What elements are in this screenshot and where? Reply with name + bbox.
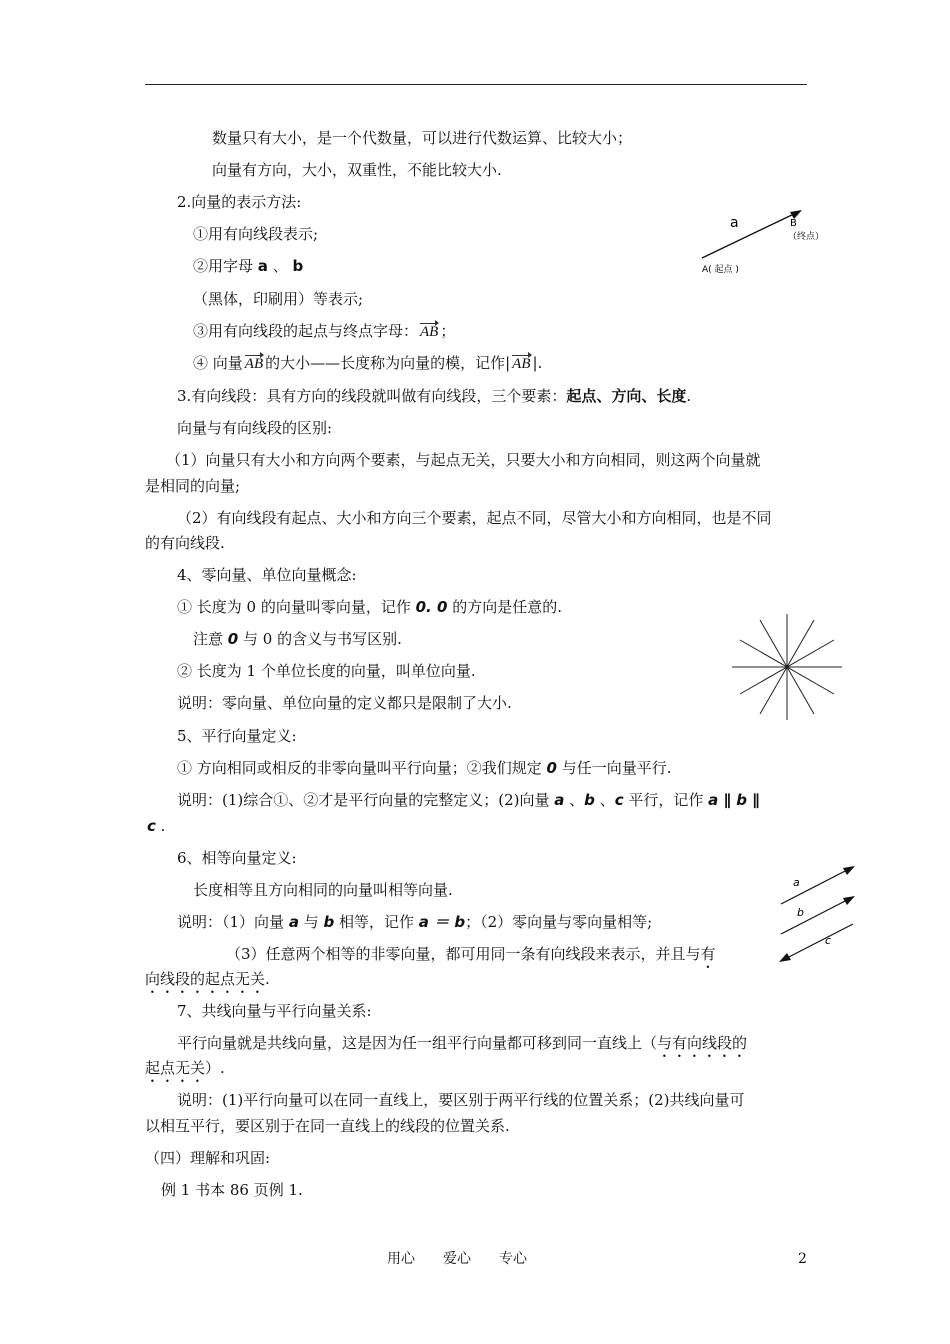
text-span: . xyxy=(265,970,270,988)
section-heading xyxy=(177,386,691,406)
text-line xyxy=(145,969,270,997)
text-line: 数量只有大小，是一个代数量，可以进行代数运算、比较大小； xyxy=(212,129,633,147)
text-span: 平行向量就是共线向量，这是因为任一组平行向量都可移到同一直线上（ xyxy=(177,1034,658,1052)
text-line xyxy=(193,256,303,276)
text-line: 说明：零向量、单位向量的定义都只是限制了大小. xyxy=(177,694,512,712)
zero-vector-symbol: 0. 0 xyxy=(415,598,448,616)
text-line: 例 1 书本 86 页例 1. xyxy=(161,1181,303,1199)
vector-symbol: a xyxy=(554,791,565,809)
text-span: 注意 xyxy=(193,630,228,648)
section-heading: 2.向量的表示方法: xyxy=(177,193,302,211)
text-line xyxy=(147,816,165,836)
text-line: 以相互平行，要区别于在同一直线上的线段的位置关系. xyxy=(145,1117,510,1135)
vector-symbol: b xyxy=(584,791,595,809)
text-line: ② 长度为 1 个单位长度的向量，叫单位向量. xyxy=(177,662,476,680)
text-span: ②用字母 xyxy=(193,257,254,275)
text-span: 说明：（1）向量 xyxy=(177,913,289,931)
footer-motto: 用心 爱心 专心 xyxy=(387,1251,527,1267)
text-line xyxy=(193,353,542,374)
vector-a-line xyxy=(781,868,851,904)
text-span: 说明：(1)综合①、②才是平行向量的完整定义；(2)向量 xyxy=(177,791,555,809)
section-heading: 7、共线向量与平行向量关系: xyxy=(177,1002,372,1020)
point-label-b: B xyxy=(790,218,797,229)
text-span: |. xyxy=(532,354,543,372)
text-line: 长度相等且方向相同的向量叫相等向量. xyxy=(193,881,453,899)
text-line xyxy=(177,790,760,810)
bold-text: 起点、方向、长度 xyxy=(566,387,687,405)
text-line: 是相同的向量; xyxy=(145,477,241,495)
vector-ab: AB xyxy=(512,356,531,372)
text-line: （1）向量只有大小和方向两个要素，与起点无关，只要大小和方向相同，则这两个向量就 xyxy=(166,451,761,469)
vector-ab: AB xyxy=(420,324,439,340)
vector-symbol: a xyxy=(288,913,299,931)
vector-label-a: a xyxy=(730,215,739,231)
text-span: 3.有向线段：具有方向的线段就叫做有向线段，三个要素： xyxy=(177,387,567,405)
text-span: ③用有向线段的起点与终点字母： xyxy=(193,322,419,340)
text-line xyxy=(226,944,716,972)
text-span: （3）任意两个相等的非零向量，都可用同一条有向线段来表示，并且与 xyxy=(226,945,701,963)
section-heading: 6、相等向量定义: xyxy=(177,849,297,867)
text-line xyxy=(193,629,402,649)
arrowhead-icon xyxy=(843,866,855,875)
text-span: ）. xyxy=(205,1059,225,1077)
text-span: . xyxy=(686,387,692,405)
vector-c-line xyxy=(783,924,853,960)
text-span: . xyxy=(155,817,166,835)
vector-ab-figure xyxy=(690,200,840,285)
vector-symbol: b xyxy=(323,913,335,931)
text-span: 、 xyxy=(594,791,615,809)
section-heading: 5、平行向量定义: xyxy=(177,727,297,745)
vector-symbol: c xyxy=(147,817,156,835)
text-span: 的方向是任意的. xyxy=(447,598,562,616)
text-span: 相等，记作 xyxy=(334,913,419,931)
emphasis-text: 与有向线段的 xyxy=(657,1034,748,1052)
equality-notation: a ＝ b xyxy=(418,913,466,931)
vector-label-c: c xyxy=(825,934,832,947)
arrowhead-icon xyxy=(779,953,791,962)
arrowhead-icon xyxy=(843,896,855,905)
page-number: 2 xyxy=(798,1251,807,1267)
start-point-label: A( 起点 ) xyxy=(702,265,739,275)
vector-ab: AB xyxy=(244,356,264,372)
zero-vector-symbol: 0 xyxy=(546,759,557,777)
text-line xyxy=(145,1058,225,1086)
text-line: 说明：(1)平行向量可以在同一直线上，要区别于两平行线的位置关系；(2)共线向量可 xyxy=(177,1091,745,1109)
text-line: （2）有向线段有起点、大小和方向三个要素，起点不同，尽管大小和方向相同，也是不同 xyxy=(177,509,772,527)
text-span: 、 xyxy=(272,257,288,275)
vector-symbol: a xyxy=(257,257,268,275)
text-line xyxy=(177,1033,747,1061)
vector-label-a: a xyxy=(793,876,800,889)
text-span: 与 0 的含义与书写区别. xyxy=(238,630,402,648)
emphasis-text: 有 xyxy=(700,945,716,963)
vector-symbol: b xyxy=(292,257,304,275)
text-line xyxy=(193,321,455,342)
zero-vector-symbol: 0 xyxy=(227,630,239,648)
vector-b-line xyxy=(781,898,851,934)
text-span: 的大小——长度称为向量的模，记作| xyxy=(265,354,511,372)
text-span: 与 xyxy=(298,913,324,931)
parallel-notation: a ∥ b ∥ xyxy=(708,791,760,809)
text-line xyxy=(177,597,562,617)
text-line: ①用有向线段表示; xyxy=(193,225,319,243)
section-heading: 4、零向量、单位向量概念: xyxy=(177,566,357,584)
text-span: ④ 向量 xyxy=(193,354,243,372)
section-heading: （四）理解和巩固: xyxy=(145,1149,271,1167)
header-rule xyxy=(145,84,807,85)
emphasis-text: 起点无关 xyxy=(145,1059,206,1077)
text-span: ； xyxy=(440,322,456,340)
text-line xyxy=(177,912,652,932)
text-line: 向量与有向线段的区别: xyxy=(177,419,333,437)
text-line: 的有向线段. xyxy=(145,534,225,552)
end-point-label: （终点） xyxy=(788,232,825,242)
text-span: 平行，记作 xyxy=(623,791,709,809)
text-span: 与任一向量平行. xyxy=(556,759,672,777)
text-span: ；（2）零向量与零向量相等; xyxy=(465,913,653,931)
text-line: 向量有方向，大小，双重性，不能比较大小. xyxy=(212,161,502,179)
text-span: ① 长度为 0 的向量叫零向量，记作 xyxy=(177,598,416,616)
vector-line xyxy=(702,212,798,258)
vector-symbol: c xyxy=(614,791,624,809)
text-line xyxy=(177,758,672,778)
text-span: 、 xyxy=(564,791,585,809)
text-line: （黑体，印刷用）等表示; xyxy=(193,290,364,308)
vector-label-b: b xyxy=(797,906,804,919)
emphasis-text: 向线段的起点无关 xyxy=(145,970,266,988)
parallel-vectors-figure xyxy=(775,860,857,970)
unit-vectors-star-figure xyxy=(730,612,844,722)
text-span: ① 方向相同或相反的非零向量叫平行向量；②我们规定 xyxy=(177,759,547,777)
